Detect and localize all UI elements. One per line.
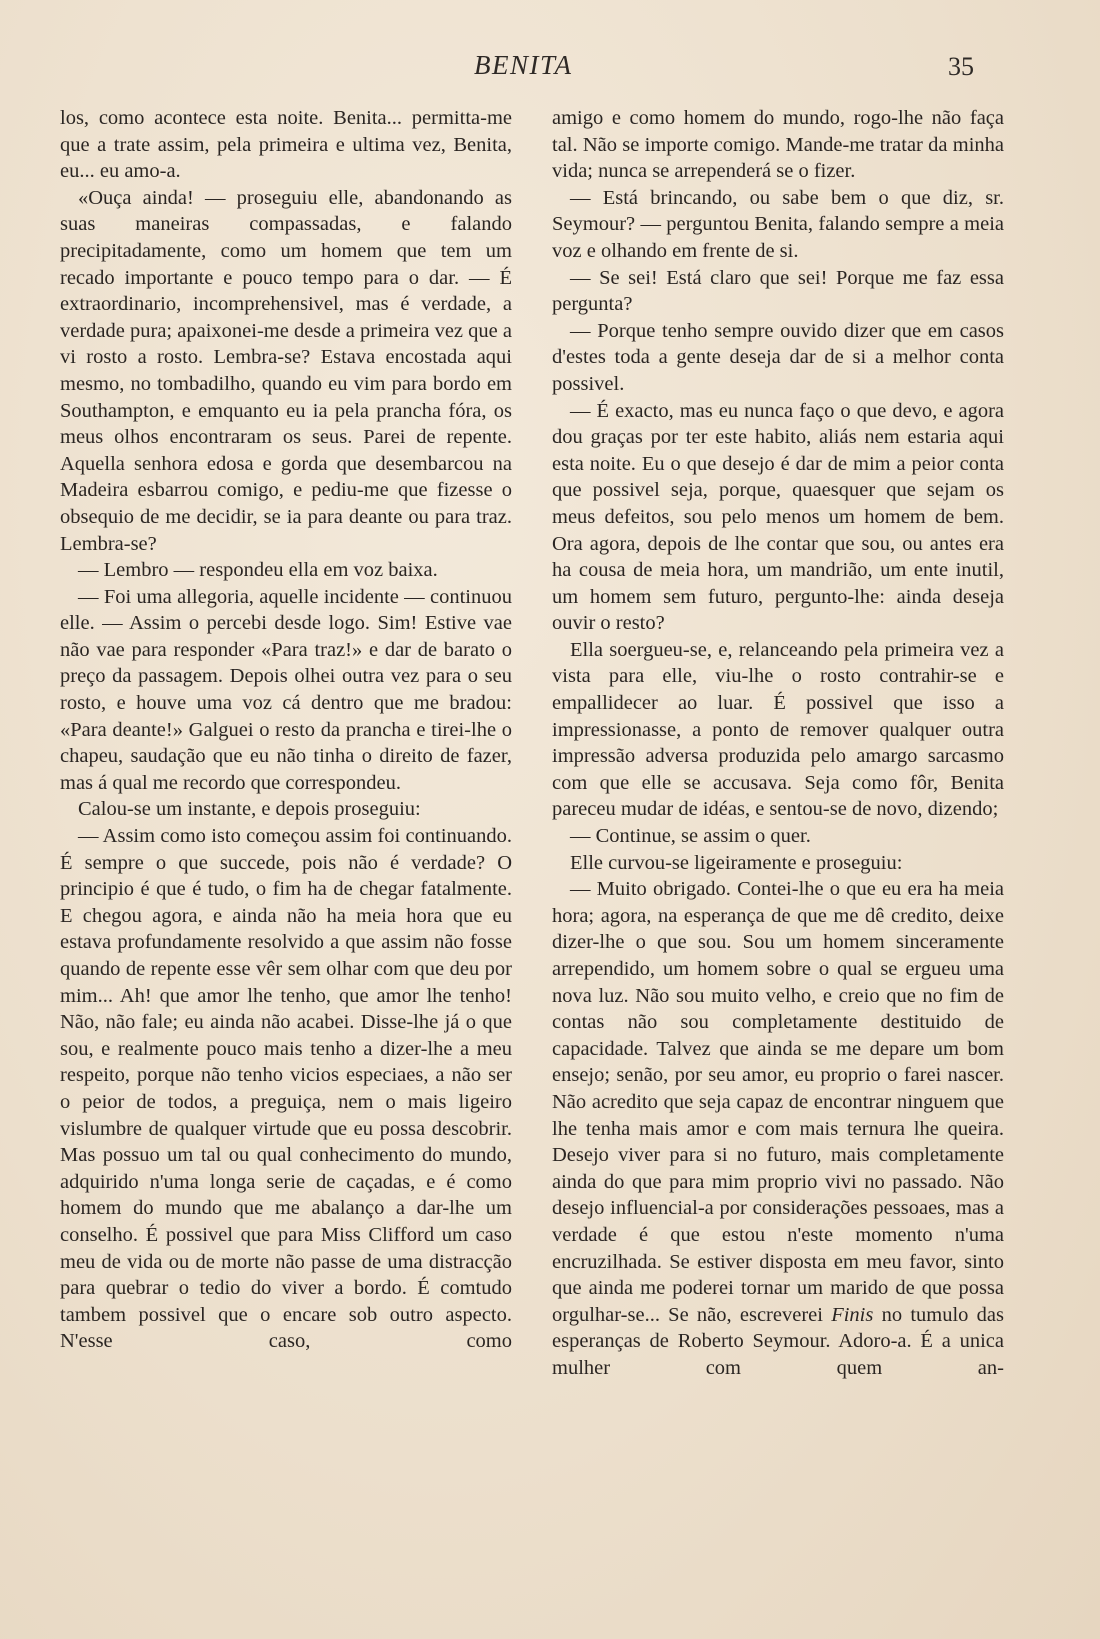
paragraph <box>552 876 1004 1381</box>
paragraph: — Assim como isto começou assim foi continuando. É sempre o que succede, pois não é verdade? O principio é que é tudo, o fim ha de chegar fatalmente. E chegou agora, e ainda não ha meia hora que eu estava profundamente resolvido a que assim não fosse quando de repente esse vêr sem olhar com que deu por mim... Ah! que amor lhe tenho, que amor lhe tenho! Não, não fale; eu ainda não acabei. Disse-lhe já o que sou, e realmente pouco mais tenho a dizer-lhe a meu respeito, porque não tenho vicios especiaes, a não ser o peior de todos, a preguiça, nem o mais ligeiro vislumbre de qualquer virtude que eu possa descobrir. Mas possuo um tal ou qual conhecimento do mundo, adquirido n'uma longa serie de caçadas, e é como homem do mundo que me abalanço a dar-lhe um conselho. É possivel que para Miss Clifford um caso meu de vida ou de morte não passe de uma distracção para quebrar o tedio do viver a bordo. É comtudo tambem possivel que o encare sob outro aspecto. N'esse caso, como <box>60 825 512 1353</box>
right-column <box>552 105 1004 1382</box>
paragraph: — Lembro — respondeu ella em voz baixa. <box>78 559 438 582</box>
paragraph: «Ouça ainda! — proseguiu elle, abandonando as suas maneiras compassadas, e falando precipitadamente, como um homem que tem um recado importante e pouco tempo para o dar. — É extraordinario, incomprehensivel, mas é verdade, a verdade pura; apaixonei-me desde a primeira vez que a vi rosto a rosto. Lembra-se? Estava encostada aqui mesmo, no tombadilho, quando eu vim para bordo em Southampton, e emquanto eu ia pela prancha fóra, os meus olhos encontraram os seus. Parei de repente. Aquella senhora edosa e gorda que desembarcou na Madeira esbarrou comigo, e pediu-me que fizesse o obsequio de me decidir, se ia para deante ou para traz. Lembra-se? <box>60 186 512 555</box>
paragraph: — É exacto, mas eu nunca faço o que devo, e agora dou graças por ter este habito, aliás nem estaria aqui esta noite. Eu o que desejo é dar de mim a peior conta que possivel seja, porque, quaesquer que sejam os meus defeitos, sou pelo menos um homem de bem. Ora agora, depois de lhe contar que sou, ou antes era ha cousa de meia hora, um mandrião, um ente inutil, um homem sem futuro, pergunto-lhe: ainda deseja ouvir o resto? <box>552 399 1004 635</box>
running-title: BENITA <box>474 50 573 80</box>
emphasis-finis: Finis <box>831 1303 874 1326</box>
paragraph-text: — Muito obrigado. Contei-lhe o que eu era ha meia hora; agora, na esperança de que me dê credito, deixe dizer-lhe o que sou. Sou um homem sinceramente arrependido, um homem sobre o qual se ergueu uma nova luz. Não sou muito velho, e creio que no fim de contas não sou completamente destituido de capacidade. Talvez que ainda se me depare um bom ensejo; senão, por seu amor, eu proprio o farei nascer. Não acredito que seja capaz de encontrar ninguem que lhe tenha mais amor e com mais ternura lhe queira. Desejo viver para si no futuro, mais completamente ainda do que para mim proprio vivi no passado. Não desejo influencial-a por considerações pessoaes, mas a verdade é que estou n'este momento n'uma encruzilhada. Se estiver disposta em meu favor, sinto que ainda me poderei tornar um marido de que possa orgulhar-se... Se não, escreverei <box>552 878 1004 1326</box>
page-number: 35 <box>948 52 974 81</box>
paragraph: Calou-se um instante, e depois proseguiu: <box>78 798 421 821</box>
paragraph-text: no tumulo das esperanças de Roberto Seymour. Adoro-a. É a unica mulher com quem an- <box>552 1303 1004 1379</box>
paragraph: — Porque tenho sempre ouvido dizer que em casos d'estes toda a gente deseja dar de si a melhor conta possivel. <box>552 319 1004 395</box>
left-column <box>60 105 512 1355</box>
paragraph: Ella soergueu-se, e, relanceando pela primeira vez a vista para elle, viu-lhe o rosto contrahir-se e empallidecer ao luar. É possivel que isso a impressionasse, a ponto de remover qualquer outra impressão adversa produzida pelo amargo sarcasmo com que elle se accusava. Seja como fôr, Benita pareceu mudar de idéas, e sentou-se de novo, dizendo; <box>552 638 1004 821</box>
paragraph: — Continue, se assim o quer. <box>570 825 811 848</box>
paragraph: amigo e como homem do mundo, rogo-lhe não faça tal. Não se importe comigo. Mande-me tratar da minha vida; nunca se arrependerá se o fizer. <box>552 107 1004 183</box>
paragraph: — Foi uma allegoria, aquelle incidente — continuou elle. — Assim o percebi desde logo. Sim! Estive vae não vae para responder «Para traz!» e dar de barato o preço da passagem. Depois olhei outra vez para o seu rosto, e houve uma voz cá dentro que me bradou: «Para deante!» Galguei o resto da prancha e tirei-lhe o chapeu, saudação que eu não tinha o direito de fazer, mas á qual me recordo que correspondeu. <box>60 585 512 794</box>
paragraph: Elle curvou-se ligeiramente e proseguiu: <box>570 851 903 874</box>
paragraph: — Se sei! Está claro que sei! Porque me faz essa pergunta? <box>552 266 1004 316</box>
paragraph: los, como acontece esta noite. Benita... permitta-me que a trate assim, pela primeira e ultima vez, Benita, eu... eu amo-a. <box>60 107 512 183</box>
running-head <box>0 50 1100 90</box>
paragraph: — Está brincando, ou sabe bem o que diz, sr. Seymour? — perguntou Benita, falando sempre a meia voz e olhando em frente de si. <box>552 186 1004 262</box>
